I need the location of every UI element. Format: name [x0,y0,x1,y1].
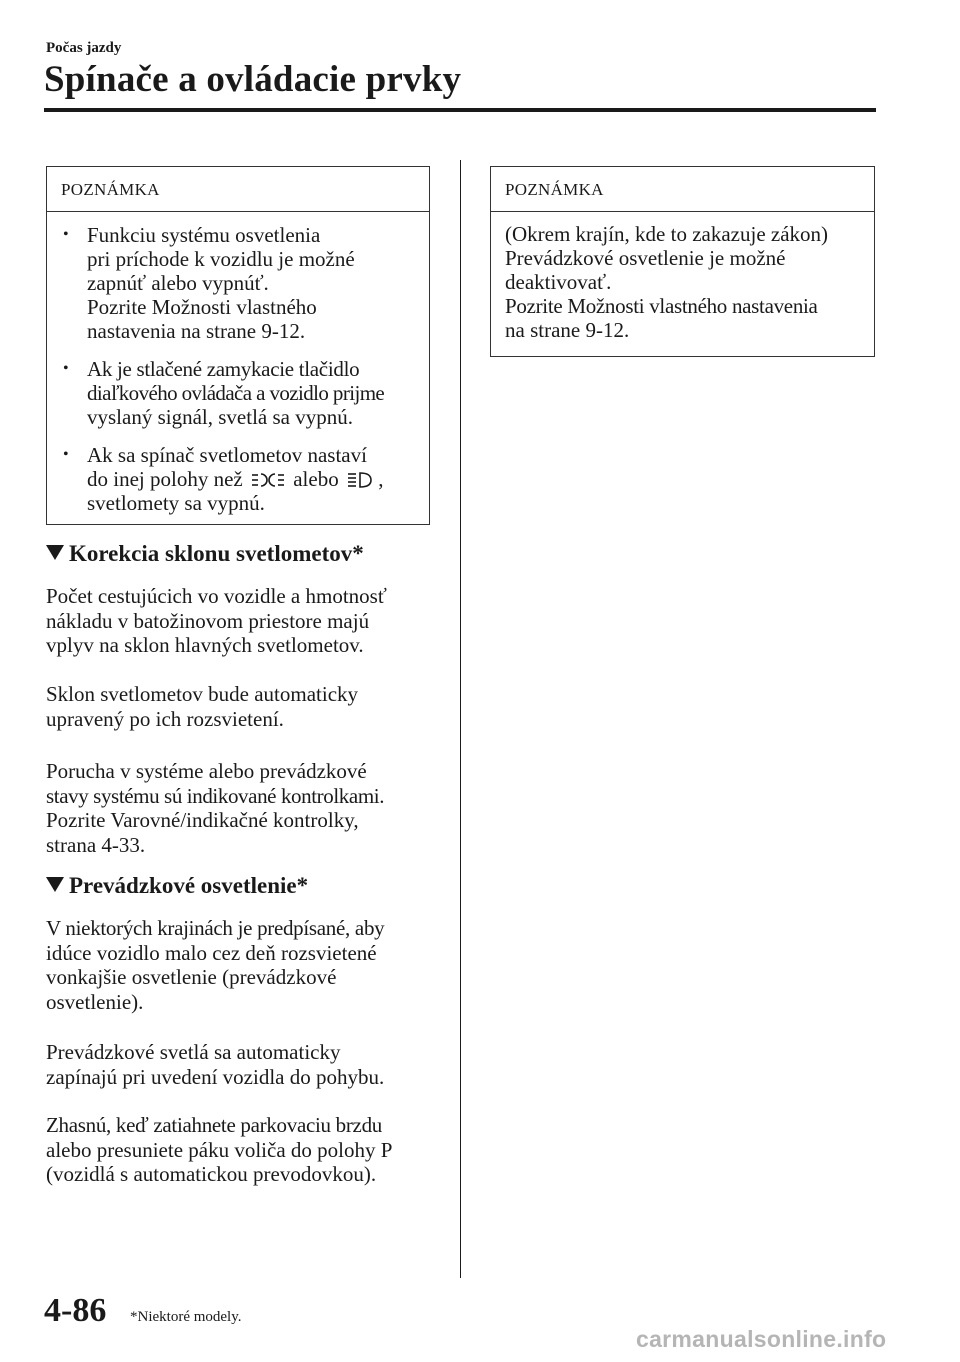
bullet: • [63,360,69,377]
bullet: • [63,446,69,463]
note-line: deaktivovať. [505,270,612,294]
line: alebo presuniete páku voliča do polohy P [46,1137,393,1162]
title-rule [44,108,876,112]
line: (vozidlá s automatickou prevodovkou). [46,1162,377,1186]
paragraph [46,759,446,857]
note-text: alebo [293,467,339,491]
line: zapínajú pri uvedení vozidla do pohybu. [46,1064,385,1089]
note-line: pri príchode k vozidlu je možné [87,247,355,271]
column-divider [460,160,461,1278]
note-heading: POZNÁMKA [491,167,874,212]
paragraph [46,1113,446,1187]
note-body [47,212,429,515]
line: strana 4-33. [46,832,146,857]
line: upravený po ich rozsvietení. [46,706,284,731]
line: Prevádzkové svetlá sa automaticky [46,1040,341,1064]
note-line: nastavenia na strane 9-12. [87,319,306,343]
note-line-with-icons [87,467,429,491]
section-label: Počas jazdy [46,40,122,56]
page-title: Spínače a ovládacie prvky [44,59,462,100]
watermark: carmanualsonline.info [636,1326,887,1352]
line: osvetlenie). [46,989,144,1014]
note-line: Ak je stlačené zamykacie tlačidlo [87,357,360,381]
note-line: Ak sa spínač svetlometov nastaví [87,443,367,467]
line: idúce vozidlo malo cez deň rozsvietené [46,940,377,965]
bullet: • [63,226,69,243]
note-line: zapnúť alebo vypnúť. [87,271,269,295]
paragraph [46,584,446,658]
note-line: Funkciu systému osvetlenia [87,223,321,247]
line: vonkajšie osvetlenie (prevádzkové [46,965,337,989]
note-line: Pozrite Možnosti vlastného [87,295,317,319]
line: stavy systému sú indikované kontrolkami. [46,783,385,808]
line: Počet cestujúcich vo vozidle a hmotnosť [46,584,387,608]
paragraph [46,682,446,731]
triangle-bullet-icon [46,545,64,560]
note-line: Prevádzkové osvetlenie je možné [505,246,786,270]
paragraph [46,1040,446,1089]
footnote: *Niektoré modely. [130,1309,242,1325]
note-text: do inej polohy než [87,467,243,491]
section-heading [46,540,364,568]
line: Pozrite Varovné/indikačné kontrolky, [46,808,359,832]
section-heading-text: Korekcia sklonu svetlometov* [69,541,364,566]
note-item [47,443,429,515]
line: Porucha v systéme alebo prevádzkové [46,759,367,783]
line: V niektorých krajinách je predpísané, aby [46,916,385,940]
note-list [47,223,429,515]
note-box-left [46,166,430,525]
headlight-icon [347,471,373,489]
note-line: diaľkového ovládača a vozidlo prijme [87,381,385,405]
note-item [47,223,429,343]
note-line: Pozrite Možnosti vlastného nastavenia [505,294,818,318]
line: Zhasnú, keď zatiahnete parkovaciu brzdu [46,1113,382,1137]
line: vplyv na sklon hlavných svetlometov. [46,633,364,657]
note-body [491,212,874,342]
note-line: vyslaný signál, svetlá sa vypnú. [87,405,353,429]
note-heading: POZNÁMKA [47,167,429,212]
parking-lights-icon [251,471,285,489]
note-line: na strane 9-12. [505,318,630,342]
triangle-bullet-icon [46,877,64,892]
page-number: 4-86 [44,1292,107,1329]
note-item [47,357,429,429]
line: nákladu v batožinovom priestore majú [46,608,370,633]
section-heading-text: Prevádzkové osvetlenie* [69,873,309,898]
note-text: , [378,467,384,491]
section-heading [46,872,308,900]
line: Sklon svetlometov bude automaticky [46,682,359,706]
note-box-right [490,166,875,357]
note-line: (Okrem krajín, kde to zakazuje zákon) [505,222,829,246]
note-line: svetlomety sa vypnú. [87,491,265,515]
paragraph [46,916,446,1014]
